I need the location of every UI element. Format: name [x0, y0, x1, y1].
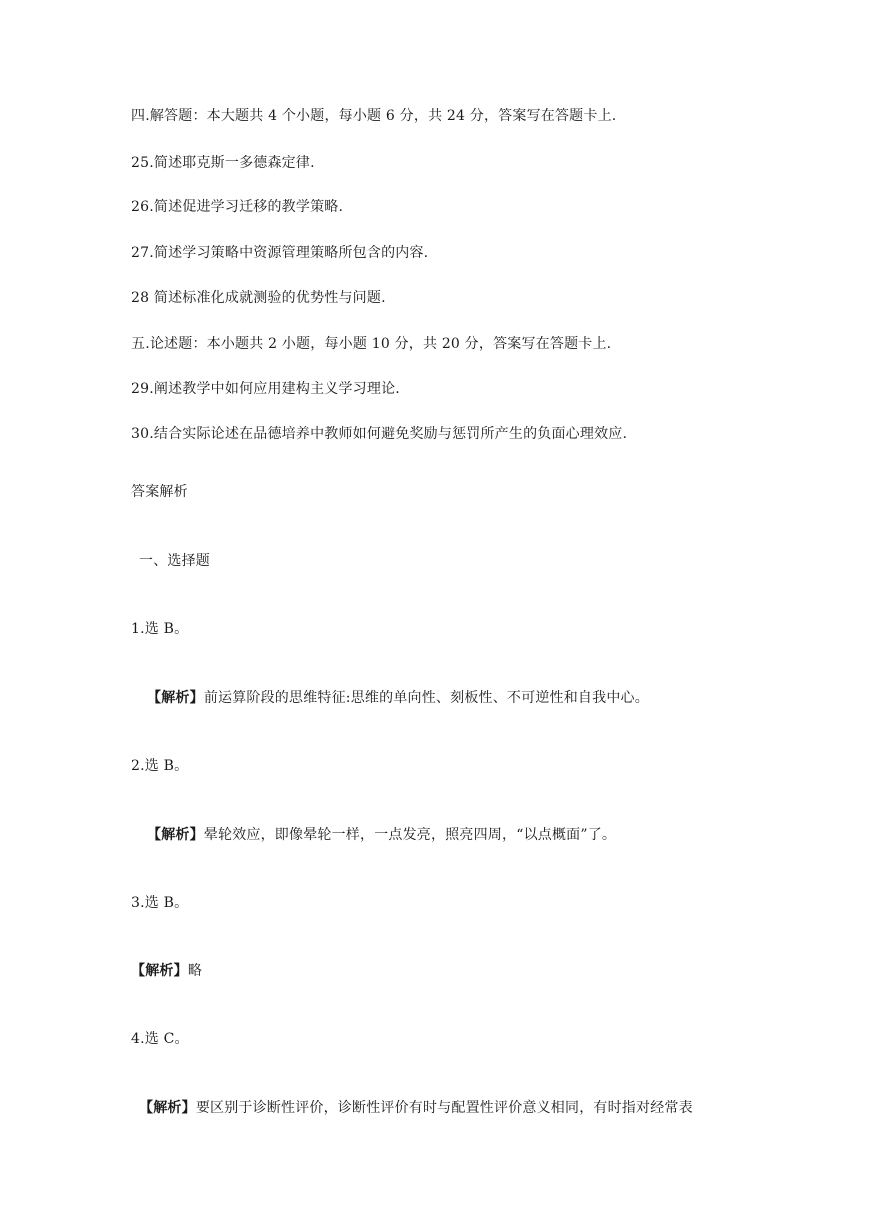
answer-2-explanation [147, 825, 616, 845]
explanation-label: 【解析】 [139, 1100, 196, 1116]
question-26: 26.简述促进学习迁移的教学策略. [131, 199, 344, 215]
explanation-label: 【解析】 [147, 827, 204, 843]
answers-section-title: 一、选择题 [139, 553, 210, 569]
answer-3-explanation [131, 961, 202, 981]
explanation-text: 要区别于诊断性评价，诊断性评价有时与配置性评价意义相同，有时指对经常表 [195, 1100, 693, 1116]
explanation-label: 【解析】 [147, 690, 204, 706]
explanation-text: 略 [187, 963, 203, 979]
section-5-heading: 五.论述题：本小题共 2 小题，每小题 10 分，共 20 分，答案写在答题卡上. [131, 336, 612, 352]
question-29: 29.阐述教学中如何应用建构主义学习理论. [131, 381, 400, 397]
answer-1-choice: 1.选 B。 [131, 621, 189, 637]
question-27: 27.简述学习策略中资源管理策略所包含的内容. [131, 245, 429, 261]
question-25: 25.简述耶克斯一多德森定律. [131, 155, 315, 171]
section-4-heading: 四.解答题：本大题共 4 个小题，每小题 6 分，共 24 分，答案写在答题卡上. [131, 108, 617, 124]
answer-4-explanation [139, 1098, 693, 1118]
answer-1-explanation [147, 688, 649, 708]
answer-2-choice: 2.选 B。 [131, 758, 189, 774]
explanation-text: 前运算阶段的思维特征:思维的单向性、刻板性、不可逆性和自我中心。 [203, 690, 649, 706]
answer-4-choice: 4.选 C。 [131, 1031, 189, 1047]
question-28: 28 简述标准化成就测验的优势性与问题. [131, 290, 386, 306]
answers-title: 答案解析 [131, 484, 188, 500]
question-30: 30.结合实际论述在品德培养中教师如何避免奖励与惩罚所产生的负面心理效应. [131, 426, 628, 442]
explanation-text: 晕轮效应，即像晕轮一样，一点发亮，照亮四周，“以点概面”了。 [203, 827, 617, 843]
answer-3-choice: 3.选 B。 [131, 895, 189, 911]
explanation-label: 【解析】 [131, 963, 188, 979]
